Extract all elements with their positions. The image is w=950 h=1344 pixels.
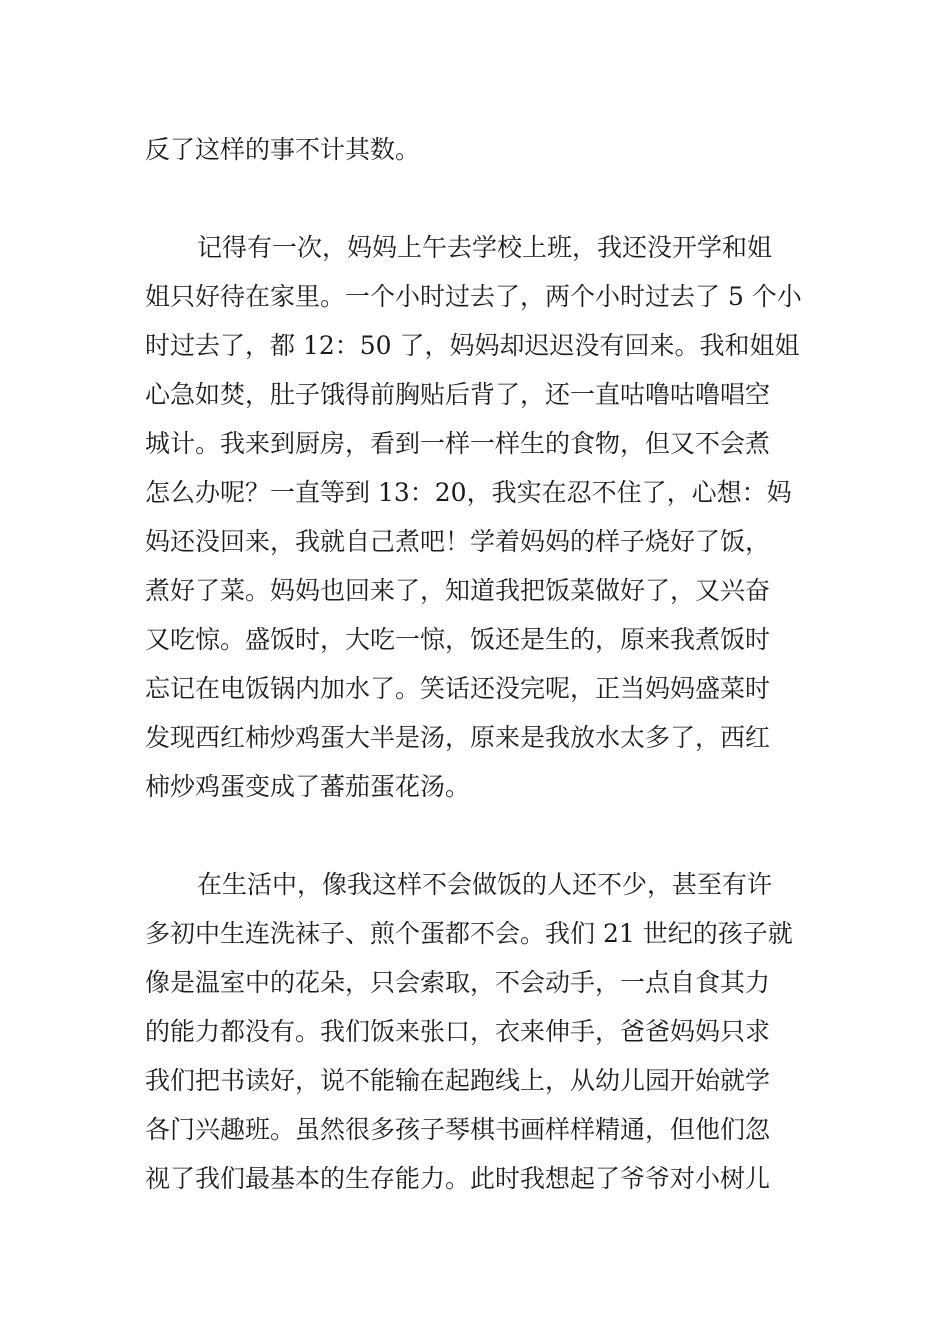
paragraph-2-line-5: 城计。我来到厨房，看到一样一样生的食物，但又不会煮	[145, 429, 771, 458]
paragraph-2-line-6: 怎么办呢？一直等到 13：20，我实在忍不住了，心想：妈	[145, 478, 792, 507]
paragraph-2-line-4: 心急如焚，肚子饿得前胸贴后背了，还一直咕噜咕噜唱空	[145, 380, 771, 409]
paragraph-2-line-10: 忘记在电饭锅内加水了。笑话还没完呢，正当妈妈盛菜时	[145, 674, 771, 703]
paragraph-2-line-3: 时过去了，都 12：50 了，妈妈却迟迟没有回来。我和姐姐	[145, 331, 800, 360]
paragraph-3-line-7: 视了我们最基本的生存能力。此时我想起了爷爷对小树儿	[145, 1164, 771, 1193]
paragraph-2-line-8: 煮好了菜。妈妈也回来了，知道我把饭菜做好了，又兴奋	[145, 576, 771, 605]
paragraph-3-line-4: 的能力都没有。我们饭来张口，衣来伸手，爸爸妈妈只求	[145, 1017, 771, 1046]
paragraph-3-line-2: 多初中生连洗袜子、煎个蛋都不会。我们 21 世纪的孩子就	[145, 919, 793, 948]
paragraph-2-line-12: 柿炒鸡蛋变成了蕃茄蛋花汤。	[145, 772, 471, 801]
paragraph-3-line-1: 在生活中，像我这样不会做饭的人还不少，甚至有许	[197, 870, 773, 899]
paragraph-1-line-1: 反了这样的事不计其数。	[145, 135, 421, 164]
paragraph-3-line-3: 像是温室中的花朵，只会索取，不会动手，一点自食其力	[145, 968, 771, 997]
paragraph-2-line-7: 妈还没回来，我就自己煮吧！学着妈妈的样子烧好了饭，	[145, 527, 771, 556]
paragraph-2-line-9: 又吃惊。盛饭时，大吃一惊，饭还是生的，原来我煮饭时	[145, 625, 771, 654]
paragraph-3-line-5: 我们把书读好，说不能输在起跑线上，从幼儿园开始就学	[145, 1066, 771, 1095]
paragraph-2-line-11: 发现西红柿炒鸡蛋大半是汤，原来是我放水太多了，西红	[145, 723, 771, 752]
paragraph-3-line-6: 各门兴趣班。虽然很多孩子琴棋书画样样精通，但他们忽	[145, 1115, 771, 1144]
paragraph-2-line-1: 记得有一次，妈妈上午去学校上班，我还没开学和姐	[197, 233, 773, 262]
paragraph-2-line-2: 姐只好待在家里。一个小时过去了，两个小时过去了 5 个小	[145, 282, 802, 311]
